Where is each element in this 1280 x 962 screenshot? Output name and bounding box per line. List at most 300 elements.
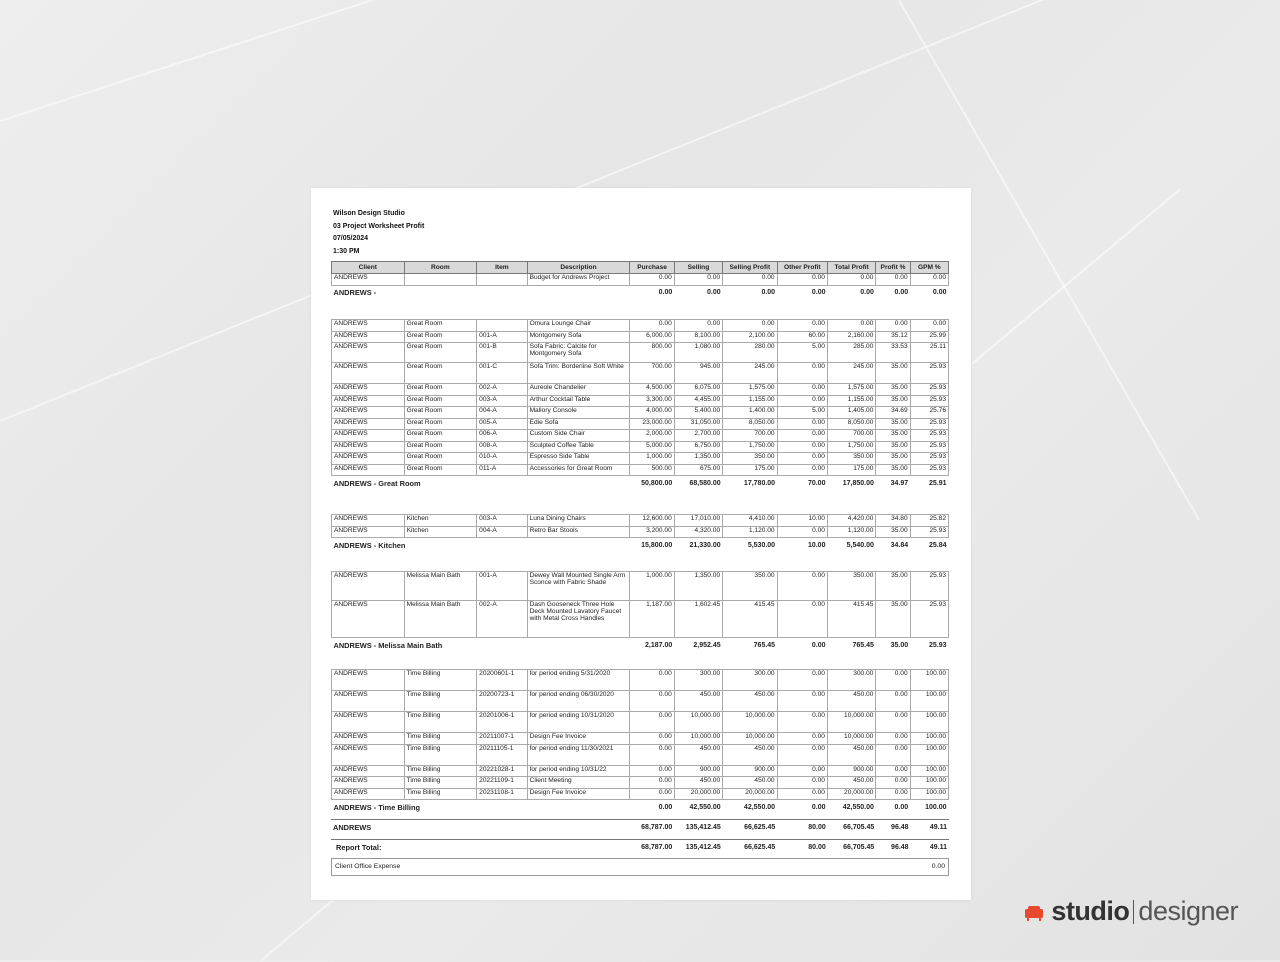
table-cell: 0.00 [876,765,910,777]
total-label: ANDREWS [331,820,630,835]
table-cell: 0.00 [630,788,674,800]
total-value: 66,625.45 [723,820,778,835]
table-cell: 003-A [477,515,527,527]
table-cell: 0.00 [777,274,827,286]
table-cell: 6,750.00 [674,441,722,453]
table-cell: 20211105-1 [477,744,527,765]
table-cell: 35.00 [876,395,910,407]
table-cell: 25.93 [910,384,948,396]
table-cell: 31,050.00 [674,418,722,430]
table-cell: 0.00 [674,320,722,332]
table-cell: 35.00 [876,384,910,396]
table-cell: 800.00 [630,343,674,363]
table-cell: 20,000.00 [674,788,722,800]
table-cell: 20221028-1 [477,765,527,777]
table-cell: ANDREWS [332,777,405,789]
table-row [332,274,949,286]
table-cell: Espresso Side Table [527,453,630,465]
table-cell: 450.00 [827,691,875,712]
table-cell: Melissa Main Bath [404,572,477,601]
table-cell: 0.00 [910,320,948,332]
table-cell: 500.00 [630,464,674,476]
table-cell: 675.00 [674,464,722,476]
section-table [331,514,949,552]
table-cell: ANDREWS [332,430,405,442]
subtotal-value: 34.84 [876,538,910,553]
subtotal-value: 0.00 [674,285,722,300]
table-cell: 3,300.00 [630,395,674,407]
table-cell [404,274,477,286]
table-cell: ANDREWS [332,670,405,691]
total-row [331,820,949,835]
table-cell: 450.00 [827,777,875,789]
table-cell [477,274,527,286]
subtotal-value: 0.00 [777,285,827,300]
table-cell: 415.45 [827,601,875,638]
table-cell: 0.00 [876,733,910,745]
subtotal-value: 50,800.00 [630,476,674,491]
table-cell: 23,000.00 [630,418,674,430]
total-value: 66,625.45 [723,840,778,855]
table-cell: 0.00 [827,274,875,286]
table-cell: 25.82 [910,515,948,527]
report-header [333,208,424,258]
table-cell: 20,000.00 [723,788,777,800]
table-cell: Retro Bar Stools [527,526,630,538]
table-row [332,670,949,691]
table-cell: 100.00 [910,765,948,777]
table-cell: 25.11 [910,343,948,363]
table-row [332,515,949,527]
subtotal-value: 17,780.00 [723,476,777,491]
table-row [332,464,949,476]
table-cell: 100.00 [910,744,948,765]
column-header: GPM % [910,262,948,274]
table-cell: 3,200.00 [630,526,674,538]
subtotal-value: 15,800.00 [630,538,674,553]
table-cell: 0.00 [777,733,827,745]
table-cell: for period ending 06/30/2020 [527,691,630,712]
table-cell: for period ending 5/31/2020 [527,670,630,691]
table-cell: 245.00 [827,363,875,384]
subtotal-value: 0.00 [876,800,910,815]
table-cell: ANDREWS [332,441,405,453]
table-cell: 175.00 [827,464,875,476]
subtotal-value: 35.00 [876,638,910,653]
table-row [332,331,949,343]
table-row [332,363,949,384]
table-cell: ANDREWS [332,407,405,419]
section-table [331,261,949,300]
column-header: Total Profit [827,262,875,274]
table-cell: Great Room [404,430,477,442]
table-cell: Melissa Main Bath [404,601,477,638]
table-cell: 1,575.00 [827,384,875,396]
table-cell: Aureole Chandelier [527,384,630,396]
table-cell: 25.99 [910,331,948,343]
table-cell: 2,000.00 [630,430,674,442]
table-cell: 1,120.00 [827,526,875,538]
total-value: 96.48 [876,820,910,835]
table-cell: 450.00 [674,777,722,789]
table-cell: 25.93 [910,453,948,465]
table-cell: 20,000.00 [827,788,875,800]
table-cell: 002-A [477,601,527,638]
table-cell: 175.00 [723,464,777,476]
table-cell: 0.00 [630,777,674,789]
table-cell: ANDREWS [332,515,405,527]
table-cell: 1,602.45 [674,601,722,638]
subtotal-value: 100.00 [910,800,948,815]
subtotal-value: 34.97 [876,476,910,491]
subtotal-value: 2,187.00 [630,638,674,653]
table-row [332,777,949,789]
table-cell: 280.00 [723,343,777,363]
table-cell: 450.00 [827,744,875,765]
table-cell: ANDREWS [332,601,405,638]
sofa-icon [1023,901,1045,923]
table-cell: 0.00 [910,274,948,286]
subtotal-value: 765.45 [827,638,875,653]
table-cell: 0.00 [827,320,875,332]
table-cell: 35.12 [876,331,910,343]
subtotal-value: 0.00 [723,285,777,300]
table-cell: ANDREWS [332,526,405,538]
table-cell: Design Fee Invoice [527,733,630,745]
table-cell: 700.00 [827,430,875,442]
table-cell: 10,000.00 [674,712,722,733]
table-row [332,441,949,453]
table-cell: 1,405.00 [827,407,875,419]
table-cell: 450.00 [674,744,722,765]
table-cell: Design Fee Invoice [527,788,630,800]
subtotal-value: 0.00 [827,285,875,300]
table-row [332,384,949,396]
table-cell [477,320,527,332]
table-cell: 0.00 [777,765,827,777]
column-header: Purchase [630,262,674,274]
table-cell: 005-A [477,418,527,430]
table-cell: ANDREWS [332,395,405,407]
table-cell: 002-A [477,384,527,396]
table-cell: 450.00 [723,744,777,765]
section-table [331,571,949,652]
table-cell: ANDREWS [332,765,405,777]
table-cell: 450.00 [723,691,777,712]
table-cell: 001-A [477,331,527,343]
table-cell: 35.00 [876,526,910,538]
subtotal-value: 5,540.00 [827,538,875,553]
column-header: Item [477,262,527,274]
table-cell: 25.93 [910,363,948,384]
table-cell: 0.00 [777,418,827,430]
table-cell: 0.00 [630,691,674,712]
table-cell: Great Room [404,418,477,430]
table-cell: 2,160.00 [827,331,875,343]
table-cell: 4,320.00 [674,526,722,538]
table-cell: Great Room [404,384,477,396]
total-row [331,840,949,855]
table-cell: 0.00 [777,430,827,442]
table-cell: Great Room [404,320,477,332]
table-cell: 35.00 [876,572,910,601]
subtotal-value: 0.00 [630,800,674,815]
table-cell: 004-A [477,407,527,419]
table-cell: 100.00 [910,788,948,800]
table-cell: 0.00 [723,274,777,286]
table-cell: Accessories for Great Room [527,464,630,476]
table-cell: Sculpted Coffee Table [527,441,630,453]
table-cell: 350.00 [723,572,777,601]
table-cell: 20221109-1 [477,777,527,789]
table-cell: 1,000.00 [630,572,674,601]
table-cell: Dash Gooseneck Three Hole Deck Mounted Lavatory Faucet with Metal Cross Handles [527,601,630,638]
table-cell: Great Room [404,407,477,419]
table-cell: 5,400.00 [674,407,722,419]
table-cell: 1,400.00 [723,407,777,419]
report-time: 1:30 PM [333,247,360,255]
table-cell: Great Room [404,343,477,363]
table-cell: 010-A [477,453,527,465]
logo-word-designer: designer [1138,896,1238,926]
table-cell: 0.00 [777,744,827,765]
table-cell: 0.00 [777,320,827,332]
table-cell: ANDREWS [332,418,405,430]
table-cell: 25.93 [910,395,948,407]
table-cell: 0.00 [777,777,827,789]
subtotal-value: 25.93 [910,638,948,653]
table-cell: 0.00 [777,453,827,465]
table-cell: Sofa Trim: Borderline Soft White [527,363,630,384]
table-cell: 0.00 [630,744,674,765]
table-cell: 1,155.00 [723,395,777,407]
table-cell: for period ending 10/31/22 [527,765,630,777]
table-cell: 60.00 [777,331,827,343]
subtotal-value: 70.00 [777,476,827,491]
table-cell: 0.00 [777,441,827,453]
table-cell: 900.00 [827,765,875,777]
table-cell: 6,000.00 [630,331,674,343]
table-cell: 900.00 [723,765,777,777]
table-cell: ANDREWS [332,712,405,733]
subtotal-label: ANDREWS - Great Room [332,476,630,491]
subtotal-value: 2,952.45 [674,638,722,653]
table-cell: 100.00 [910,691,948,712]
table-cell: for period ending 11/30/2021 [527,744,630,765]
table-cell: 0.00 [876,320,910,332]
table-cell: 10,000.00 [674,733,722,745]
table-cell: 945.00 [674,363,722,384]
total-value: 49.11 [911,840,949,855]
table-cell: 350.00 [827,453,875,465]
table-cell: 35.00 [876,601,910,638]
table-cell: 4,410.00 [723,515,777,527]
table-cell: 0.00 [630,712,674,733]
table-cell: Mallory Console [527,407,630,419]
table-cell: 100.00 [910,733,948,745]
table-cell: 4,500.00 [630,384,674,396]
section-table [331,319,949,490]
table-cell: 2,100.00 [723,331,777,343]
table-cell: 1,350.00 [674,453,722,465]
table-cell: Time Billing [404,788,477,800]
table-cell: 12,600.00 [630,515,674,527]
table-cell: 1,000.00 [630,453,674,465]
table-cell: 100.00 [910,777,948,789]
table-cell: 450.00 [674,691,722,712]
table-cell: 35.00 [876,363,910,384]
total-value: 135,412.45 [674,820,722,835]
subtotal-value: 0.00 [777,638,827,653]
table-cell: 900.00 [674,765,722,777]
table-cell: 0.00 [777,572,827,601]
table-cell: 25.93 [910,601,948,638]
table-cell: 25.93 [910,526,948,538]
table-cell: 0.00 [777,691,827,712]
column-header: Room [404,262,477,274]
table-cell: 0.00 [876,670,910,691]
table-cell: 1,120.00 [723,526,777,538]
table-cell: ANDREWS [332,363,405,384]
section-table [331,669,949,814]
table-cell: 0.00 [777,788,827,800]
table-cell: Great Room [404,453,477,465]
table-cell: ANDREWS [332,274,405,286]
total-value: 80.00 [777,820,827,835]
table-cell: 011-A [477,464,527,476]
logo-word-studio: studio [1051,896,1130,926]
table-cell: 34.69 [876,407,910,419]
table-cell: 35.00 [876,453,910,465]
table-cell: 25.76 [910,407,948,419]
table-cell: Time Billing [404,777,477,789]
table-cell: 006-A [477,430,527,442]
client-office-expense [331,858,949,876]
column-header: Profit % [876,262,910,274]
report-date: 07/05/2024 [333,235,369,242]
subtotal-label: ANDREWS - Kitchen [332,538,630,553]
table-cell: 100.00 [910,670,948,691]
subtotal-value: 0.00 [910,285,948,300]
table-cell: 0.00 [876,777,910,789]
background-line [0,0,1280,122]
table-cell: 001-A [477,572,527,601]
table-cell: 10,000.00 [827,712,875,733]
header-row [332,262,949,274]
table-cell: 350.00 [827,572,875,601]
table-cell: 25.93 [910,572,948,601]
table-cell: 34.80 [876,515,910,527]
total-label: Report Total: [331,840,630,855]
table-cell: 0.00 [876,691,910,712]
table-cell: 8,100.00 [674,331,722,343]
table-cell: Time Billing [404,765,477,777]
table-cell: 001-B [477,343,527,363]
subtotal-value: 21,330.00 [674,538,722,553]
table-cell: 100.00 [910,712,948,733]
table-row [332,418,949,430]
table-row [332,453,949,465]
table-cell: 10.00 [777,515,827,527]
table-cell: Time Billing [404,712,477,733]
report-page [311,188,971,900]
subtotal-label: ANDREWS - Melissa Main Bath [332,638,630,653]
column-header: Description [527,262,630,274]
table-cell: 1,750.00 [827,441,875,453]
table-cell: ANDREWS [332,331,405,343]
logo-divider [1133,900,1134,924]
total-value: 135,412.45 [674,840,722,855]
table-row [332,395,949,407]
subtotal-value: 68,580.00 [674,476,722,491]
table-cell: 0.00 [876,712,910,733]
table-cell: ANDREWS [332,744,405,765]
expense-value: 0.00 [931,863,945,870]
table-cell: Omura Lounge Chair [527,320,630,332]
table-cell: Time Billing [404,744,477,765]
table-cell: ANDREWS [332,788,405,800]
table-row [332,572,949,601]
table-cell: 0.00 [777,464,827,476]
table-cell: Sofa Fabric: Calcite for Montgomery Sofa [527,343,630,363]
table-cell: Great Room [404,464,477,476]
subtotal-value: 42,550.00 [674,800,722,815]
table-cell: Great Room [404,363,477,384]
table-cell: 004-A [477,526,527,538]
table-cell: 0.00 [674,274,722,286]
table-cell: 0.00 [723,320,777,332]
table-cell: Kitchen [404,526,477,538]
table-cell: 17,010.00 [674,515,722,527]
table-cell: Edie Sofa [527,418,630,430]
report-name: 03 Project Worksheet Profit [333,222,425,230]
table-cell: 20200601-1 [477,670,527,691]
table-row [332,320,949,332]
table-cell: Great Room [404,441,477,453]
table-cell: 20200723-1 [477,691,527,712]
total-value: 80.00 [777,840,827,855]
table-row [332,765,949,777]
table-cell: 10,000.00 [827,733,875,745]
total-value: 66,705.45 [828,840,876,855]
table-cell: 245.00 [723,363,777,384]
table-cell: 35.00 [876,464,910,476]
table-cell: 003-A [477,395,527,407]
report-total-row [331,839,949,854]
column-header: Other Profit [777,262,827,274]
table-cell: 25.93 [910,441,948,453]
expense-label: Client Office Expense [335,863,401,870]
table-cell: 0.00 [777,384,827,396]
table-cell: 35.00 [876,441,910,453]
subtotal-value: 0.00 [630,285,674,300]
table-cell: 450.00 [723,777,777,789]
table-cell: 0.00 [876,744,910,765]
subtotal-value: 17,850.00 [827,476,875,491]
table-cell: 10,000.00 [723,733,777,745]
table-cell: ANDREWS [332,343,405,363]
table-cell: ANDREWS [332,691,405,712]
subtotal-label: ANDREWS - Time Billing [332,800,630,815]
table-cell: ANDREWS [332,384,405,396]
total-value: 68,787.00 [630,820,674,835]
subtotal-value: 42,550.00 [827,800,875,815]
table-cell: Great Room [404,331,477,343]
table-cell: Budget for Andrews Project [527,274,630,286]
table-cell: ANDREWS [332,572,405,601]
total-value: 96.48 [876,840,910,855]
table-cell: 4,420.00 [827,515,875,527]
